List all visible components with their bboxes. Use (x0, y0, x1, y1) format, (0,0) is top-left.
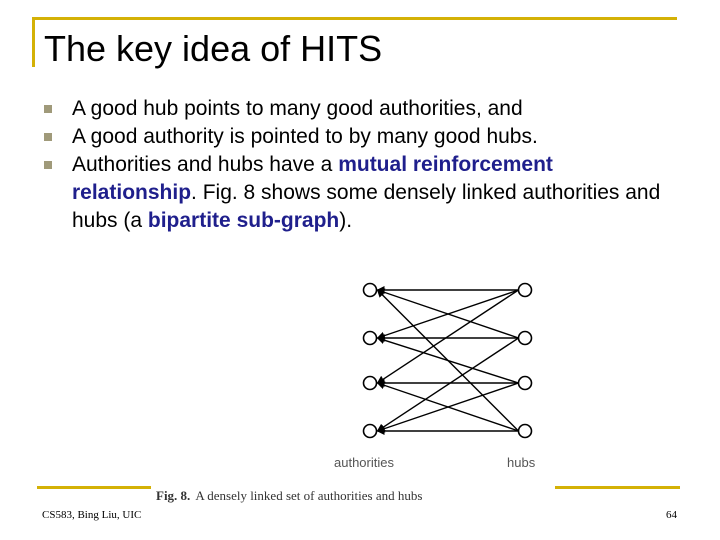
figure-caption-number: Fig. 8. (156, 488, 191, 503)
bullet-text: Authorities and hubs have a (72, 153, 339, 176)
title-frame-left-rule (32, 17, 35, 67)
hub-node (519, 332, 532, 345)
bullet-list (40, 95, 680, 235)
authority-node (364, 425, 377, 438)
bullet-item (40, 95, 680, 123)
footer-rule-left (37, 486, 151, 489)
title-frame-top-rule (32, 17, 677, 20)
hub-node (519, 377, 532, 390)
bullet-item (40, 123, 680, 151)
authority-node (364, 377, 377, 390)
highlighted-term: bipartite sub-graph (147, 209, 340, 232)
bullet-text: A good authority is pointed to by many good hubs. (72, 125, 538, 148)
authorities-label: authorities (334, 455, 394, 470)
page-number: 64 (666, 509, 677, 521)
hub-to-authority-edge (378, 290, 519, 431)
bullet-text: A good hub points to many good authorities, and (72, 97, 523, 120)
hub-node (519, 425, 532, 438)
hubs-label: hubs (507, 455, 535, 470)
bullet-marker (44, 133, 52, 141)
bullet-text: ). (339, 209, 353, 232)
bipartite-figure (150, 275, 535, 510)
figure-caption (156, 488, 422, 503)
figure-caption-text: A densely linked set of authorities and hubs (195, 488, 423, 503)
authority-node (364, 332, 377, 345)
hub-to-authority-edge (378, 338, 519, 431)
footer-rule-right (555, 486, 680, 489)
hub-to-authority-edge (378, 290, 519, 383)
hub-node (519, 284, 532, 297)
bullet-text: . Fig. 8 shows some densely linked authorities and hubs (a (72, 181, 661, 232)
slide-title: The key idea of HITS (44, 28, 383, 69)
bullet-marker (44, 105, 52, 113)
authority-node (364, 284, 377, 297)
footer-course: CS583, Bing Liu, UIC (42, 509, 142, 521)
highlighted-term: mutual reinforcement relationship (72, 153, 553, 204)
bullet-item (40, 151, 680, 235)
bipartite-graph (150, 275, 535, 510)
bullet-marker (44, 161, 52, 169)
